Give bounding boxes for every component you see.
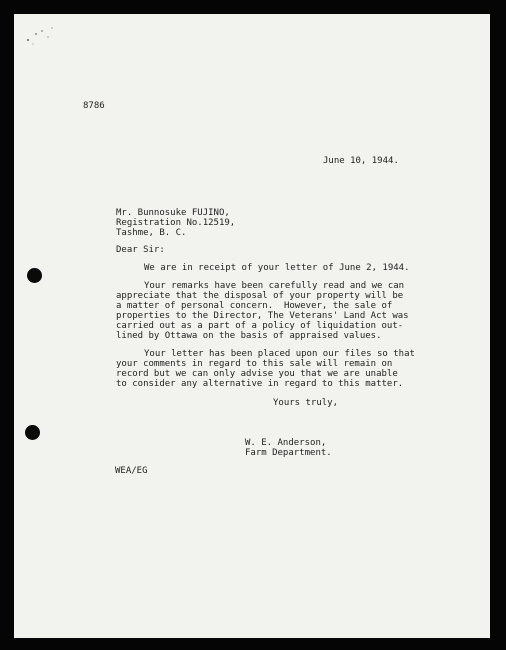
letter-paper [14,14,490,638]
address-line-registration: Registration No.12519, [116,218,236,228]
closing: Yours truly, [273,398,339,408]
file-number: 8786 [83,101,105,111]
signature-department: Farm Department. [245,448,332,458]
paragraph-receipt: We are in receipt of your letter of June 2, 1944. [144,263,410,273]
paragraph-remarks-line-4: properties to the Director, The Veterans' Land Act was [116,311,409,321]
signature-name: W. E. Anderson, [245,438,327,448]
typist-initials: WEA/EG [115,466,148,476]
paragraph-files-line-1: Your letter has been placed upon our files so that [144,349,415,359]
punch-hole-bottom [25,425,40,440]
paper-specks [24,22,64,52]
address-line-name: Mr. Bunnosuke FUJINO, [116,208,230,218]
salutation: Dear Sir: [116,245,165,255]
address-line-place: Tashme, B. C. [116,228,187,238]
letter-date: June 10, 1944. [323,156,399,166]
paragraph-files-line-2: your comments in regard to this sale will remain on [116,359,393,369]
paragraph-remarks-line-3: a matter of personal concern. However, the sale of [116,301,393,311]
paragraph-remarks-line-6: lined by Ottawa on the basis of appraised values. [116,331,382,341]
paragraph-remarks-line-1: Your remarks have been carefully read and we can [144,281,405,291]
paragraph-remarks-line-2: appreciate that the disposal of your property will be [116,291,404,301]
punch-hole-top [27,268,42,283]
paragraph-remarks-line-5: carried out as a part of a policy of liquidation out- [116,321,404,331]
paragraph-files-line-3: record but we can only advise you that we are unable [116,369,398,379]
paragraph-files-line-4: to consider any alternative in regard to this matter. [116,379,404,389]
